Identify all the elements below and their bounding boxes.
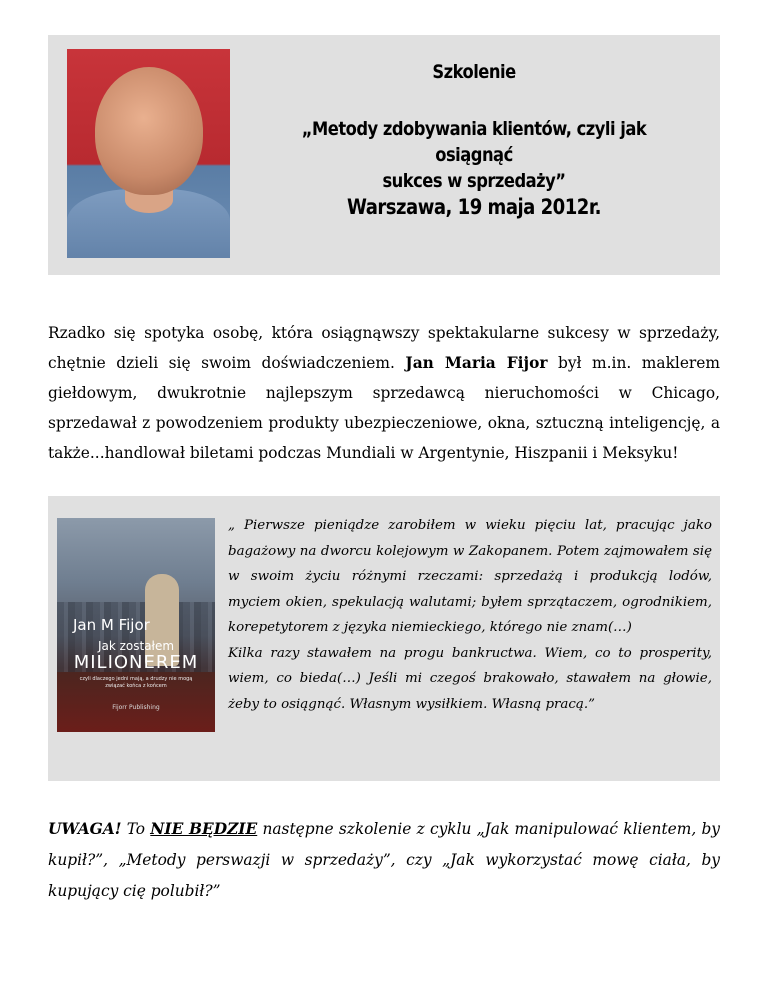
subtitle-line1: „Metody zdobywania klientów, czyli jak osiągnąć xyxy=(301,118,647,166)
note-emphasis: NIE BĘDZIE xyxy=(150,820,258,838)
intro-part1: Rzadko się spotyka osobę, która osiągnąwszy spektakularne sukcesy w sprzedaży, chętnie dzieli się swoim doświadczeniem. xyxy=(48,324,720,372)
note-part2: następne szkolenie z cyklu „Jak manipulować klientem, by kupił?”, „Metody perswazji w sprzedaży”, czy „Jak wykorzystać mowę ciała, by kupujący cię polubił?” xyxy=(48,820,720,900)
book-title-small: Jak zostałem xyxy=(97,639,175,653)
event-date: Warszawa, 19 maja 2012r. xyxy=(346,195,601,219)
quote-text xyxy=(228,513,712,717)
quote-box xyxy=(48,496,720,781)
warning-note xyxy=(48,814,720,907)
subtitle-line2: sukces w sprzedaży” xyxy=(382,170,566,192)
quote-paragraph-1: „ Pierwsze pieniądze zarobiłem w wieku pięciu lat, pracując jako bagażowy na dworcu kolejowym w Zakopanem. Potem zajmowałem się w swoim życiu różnymi rzeczami: sprzedażą i produkcją lodów, myciem okien, spekulacją walutami; byłem sprzątaczem, ogrodnikiem, korepetytorem z języka niemieckiego, którego nie znam(…) xyxy=(228,518,712,635)
note-part1: To xyxy=(121,820,151,838)
intro-part2: był m.in. maklerem giełdowym, dwukrotnie najlepszym sprzedawcą nieruchomości w Chicago, sprzedawał z powodzeniem produkty ubezpieczeniowe, okna, sztuczną inteligencję, a także...handlował biletami podczas Mundiali w Argentynie, Hiszpanii i Meksyku! xyxy=(48,354,720,462)
author-name: Jan Maria Fijor xyxy=(405,354,548,372)
book-tagline: czyli dlaczego jedni mają, a drudzy nie mogą związać końca z końcem xyxy=(79,676,193,689)
book-title-large: MILIONEREM xyxy=(73,652,199,673)
warning-label: UWAGA! xyxy=(48,820,122,838)
page-title: Szkolenie xyxy=(432,61,516,83)
book-author: Jan M Fijor xyxy=(73,616,150,634)
book-publisher: Fijorr Publishing xyxy=(112,704,160,711)
header-box xyxy=(48,35,720,275)
author-photo xyxy=(67,49,230,258)
book-cover xyxy=(57,518,215,732)
intro-paragraph xyxy=(48,318,720,468)
training-subtitle xyxy=(280,116,669,194)
quote-paragraph-2: Kilka razy stawałem na progu bankructwa. Wiem, co to prosperity, wiem, co bieda(…) Jeśli mi czegoś brakowało, stawałem na głowie, żeby to osiągnąć. Własnym wysiłkiem. Własną pracą.” xyxy=(228,645,712,712)
photo-head xyxy=(95,67,203,195)
